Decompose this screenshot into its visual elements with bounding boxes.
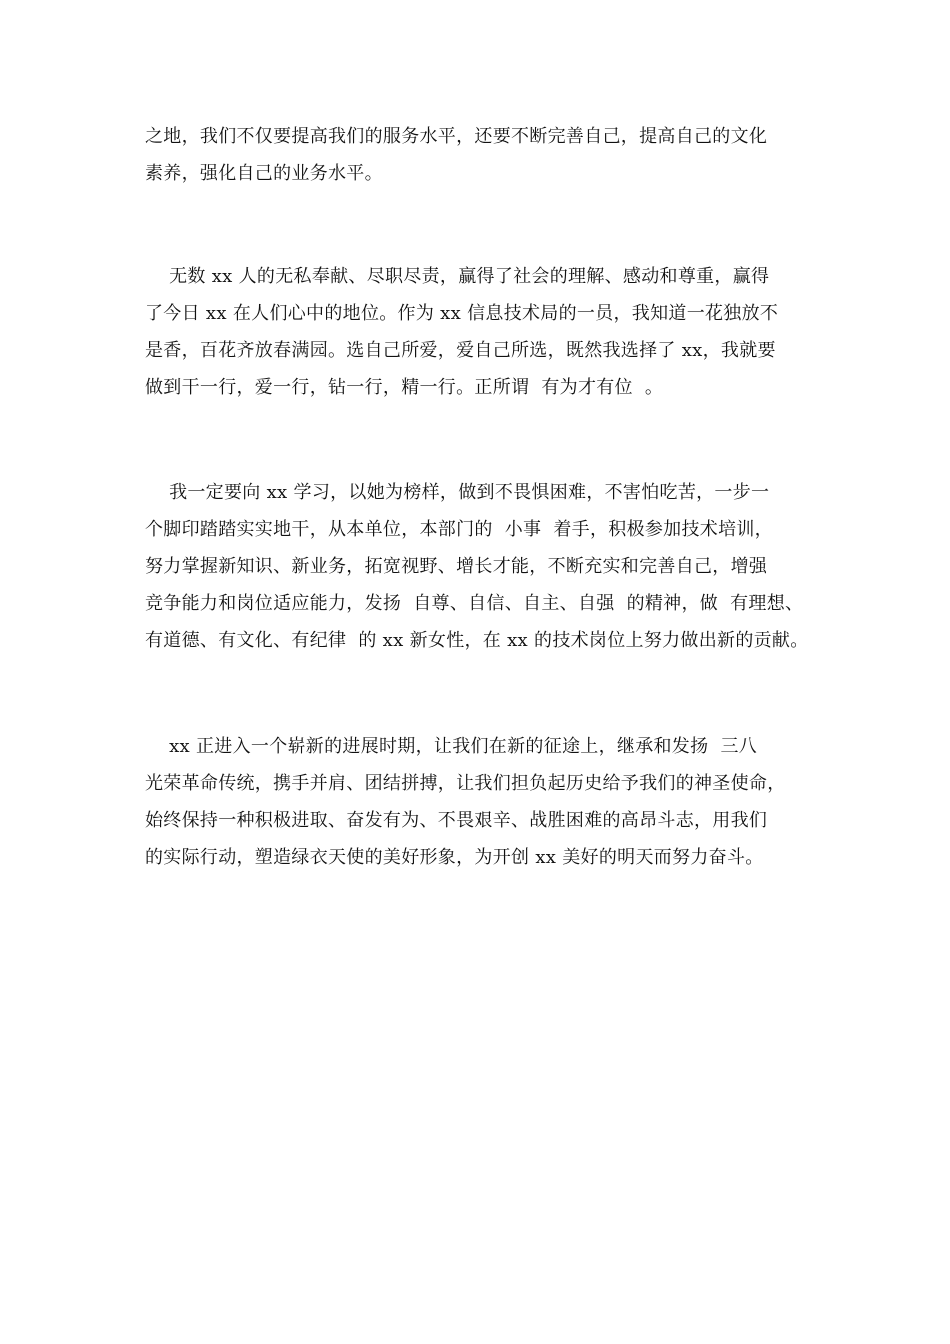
paragraph-line: 竞争能力和岗位适应能力，发扬 自尊、自信、自主、自强 的精神，做 有理想、	[145, 593, 804, 614]
paragraph-line: xx 正进入一个崭新的进展时期，让我们在新的征途上，继承和发扬 三八	[145, 736, 758, 757]
paragraph-line: 了今日 xx 在人们心中的地位。作为 xx 信息技术局的一员，我知道一花独放不	[145, 303, 779, 324]
paragraph-line: 做到干一行，爱一行，钻一行，精一行。正所谓 有为才有位 。	[145, 377, 664, 398]
paragraph-line: 个脚印踏踏实实地干，从本单位，本部门的 小事 着手，积极参加技术培训，	[145, 519, 773, 540]
paragraph-line: 素养，强化自己的业务水平。	[145, 163, 383, 184]
paragraph-2	[145, 258, 835, 406]
paragraph-line: 光荣革命传统，携手并肩、团结拼搏，让我们担负起历史给予我们的神圣使命，	[145, 773, 786, 794]
paragraph-line: 有道德、有文化、有纪律 的 xx 新女性，在 xx 的技术岗位上努力做出新的贡献。	[145, 630, 809, 651]
paragraph-4	[145, 728, 835, 876]
paragraph-line: 我一定要向 xx 学习，以她为榜样，做到不畏惧困难，不害怕吃苦，一步一	[145, 482, 770, 503]
paragraph-line: 的实际行动，塑造绿衣天使的美好形象，为开创 xx 美好的明天而努力奋斗。	[145, 847, 764, 868]
paragraph-line: 之地，我们不仅要提高我们的服务水平，还要不断完善自己，提高自己的文化	[145, 126, 768, 147]
paragraph-line: 无数 xx 人的无私奉献、尽职尽责，赢得了社会的理解、感动和尊重，赢得	[145, 266, 770, 287]
paragraph-1	[145, 118, 835, 192]
paragraph-3	[145, 474, 835, 659]
paragraph-line: 努力掌握新知识、新业务，拓宽视野、增长才能，不断充实和完善自己，增强	[145, 556, 768, 577]
paragraph-line: 是香，百花齐放春满园。选自己所爱，爱自己所选，既然我选择了 xx，我就要	[145, 340, 776, 361]
paragraph-line: 始终保持一种积极进取、奋发有为、不畏艰辛、战胜困难的高昂斗志，用我们	[145, 810, 768, 831]
